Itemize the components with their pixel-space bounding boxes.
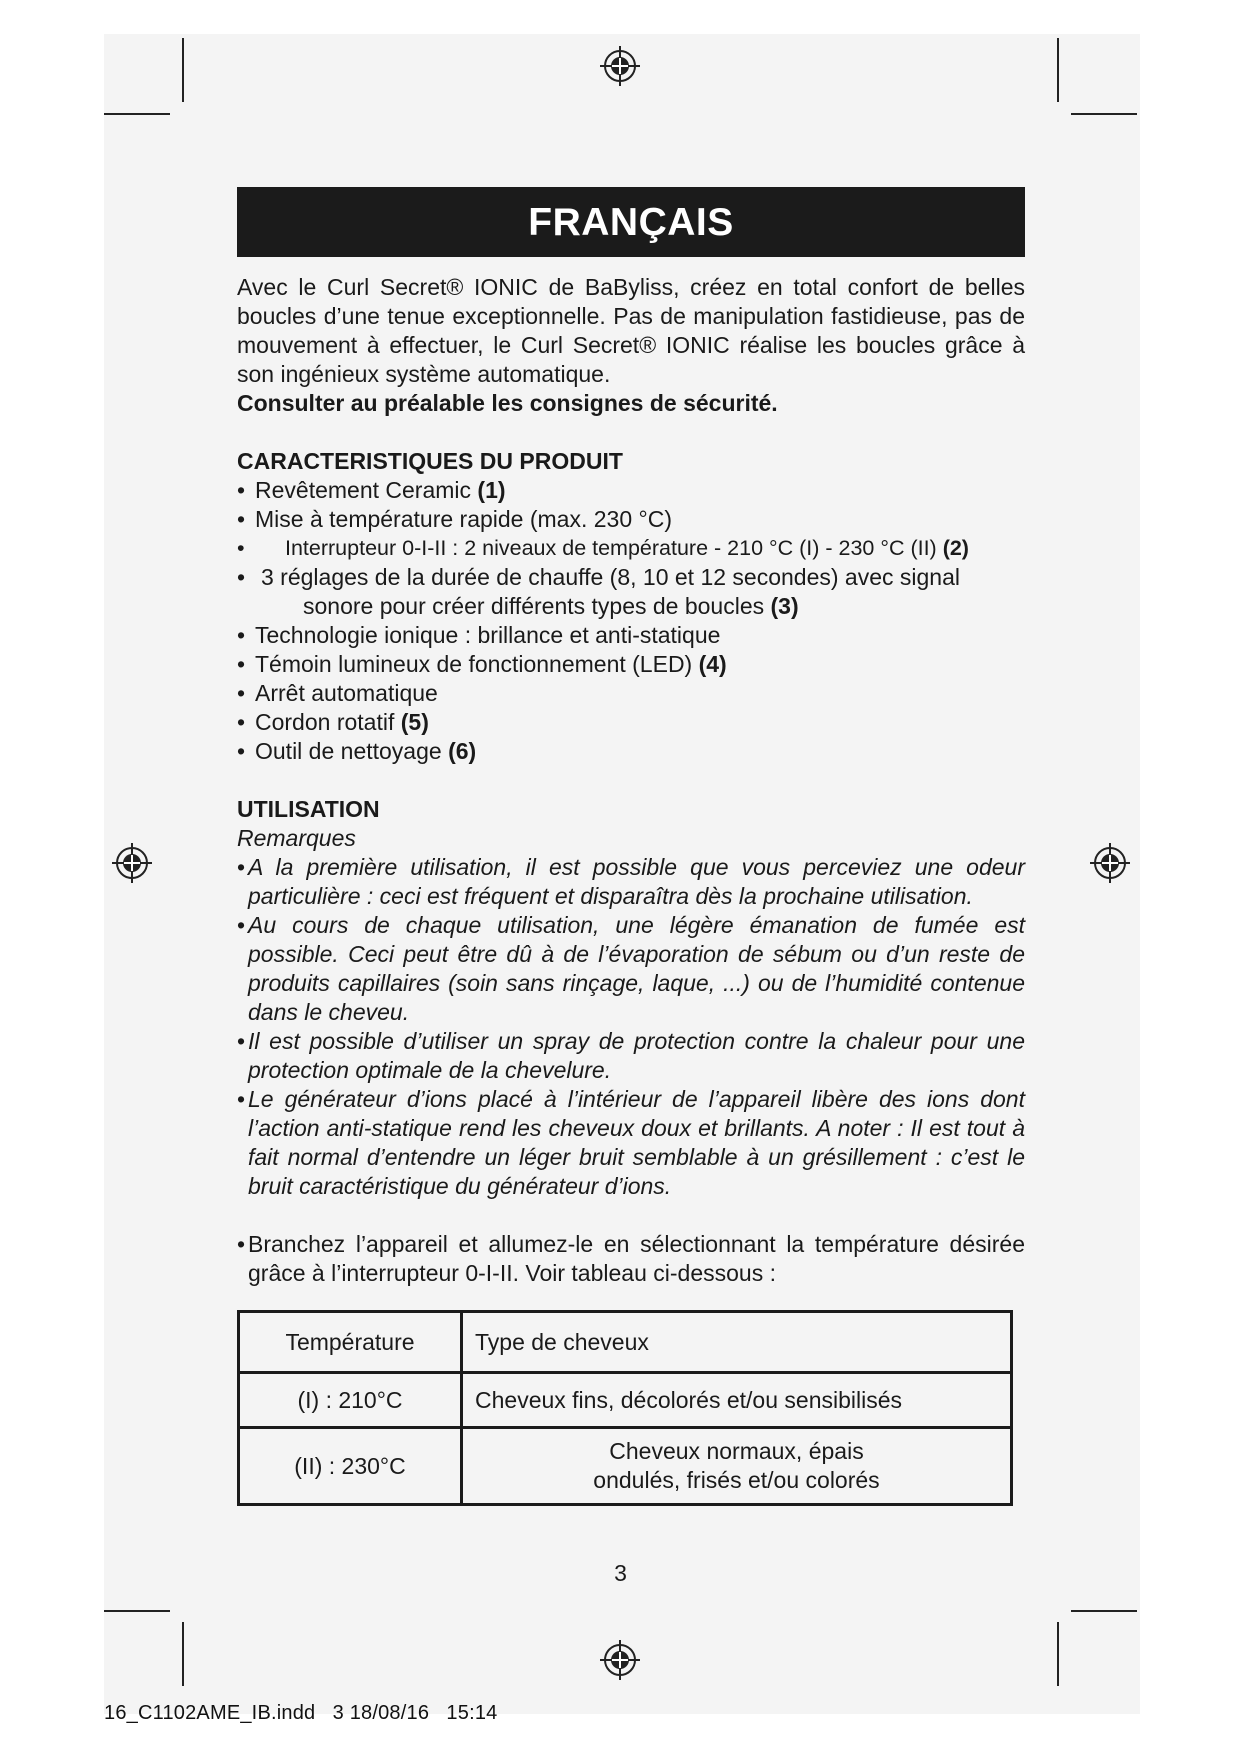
table-header-cell: Température [239,1312,462,1373]
list-item: • Le générateur d’ions placé à l’intérieur de l’appareil libère des ions dont l’action anti-statique rend les cheveux doux et brillants. A noter : Il est tout à fait normal d’entendre un léger bruit semblable à un grésillement : c’est le bruit caractéristique du générateur d’ions. [237,1085,1025,1201]
list-item: • Interrupteur 0-I-II : 2 niveaux de température - 210 °C (I) - 230 °C (II) (2) [237,534,1025,563]
list-item: • Arrêt automatique [237,679,1025,708]
remarks-list [237,853,1025,1201]
crop-mark-bottom-left-h [104,1610,170,1612]
list-item: • A la première utilisation, il est possible que vous perceviez une odeur particulière : ceci est fréquent et disparaîtra dès la prochaine utilisation. [237,853,1025,911]
registration-mark-top-icon [598,44,642,88]
crop-mark-bottom-right-h [1071,1610,1137,1612]
features-list [237,476,1025,766]
print-slug: 16_C1102AME_IB.indd 3 18/08/16 15:14 [104,1702,498,1724]
list-item: • Revêtement Ceramic (1) [237,476,1025,505]
list-item: • Au cours de chaque utilisation, une légère émanation de fumée est possible. Ceci peut être dû à de l’évaporation de sébum ou d’un reste de produits capillaires (soin sans rinçage, laque, ...) ou de l’humidité contenue dans le cheveu. [237,911,1025,1027]
table-header-cell: Type de cheveux [462,1312,1012,1373]
table-row [239,1373,1012,1428]
table-row [239,1428,1012,1505]
page-number: 3 [614,1560,627,1586]
page-title: FRANÇAIS [528,200,734,244]
registration-mark-bottom-icon [598,1638,642,1682]
registration-mark-right-icon [1088,841,1132,885]
table-cell: Cheveux normaux, épais ondulés, frisés et/ou colorés [462,1428,1012,1505]
table-cell: (I) : 210°C [239,1373,462,1428]
registration-mark-left-icon [110,841,154,885]
temperature-table [237,1310,1013,1506]
list-item: • Témoin lumineux de fonctionnement (LED) (4) [237,650,1025,679]
safety-note: Consulter au préalable les consignes de sécurité. [237,390,778,416]
crop-mark-top-right-v [1057,38,1059,102]
features-title: CARACTERISTIQUES DU PRODUIT [237,448,623,474]
table-cell: (II) : 230°C [239,1428,462,1505]
list-item: • 3 réglages de la durée de chauffe (8, 10 et 12 secondes) avec signal sonore pour créer différents types de boucles (3) [237,563,1025,621]
crop-mark-bottom-right-v [1057,1622,1059,1686]
crop-mark-top-left-h [104,113,170,115]
usage-title: UTILISATION [237,796,380,822]
crop-mark-bottom-left-v [182,1622,184,1686]
crop-mark-top-left-v [182,38,184,102]
list-item: • Technologie ionique : brillance et anti-statique [237,621,1025,650]
crop-mark-top-right-h [1071,113,1137,115]
table-cell: Cheveux fins, décolorés et/ou sensibilisés [462,1373,1012,1428]
table-row [239,1312,1012,1373]
usage-instruction: • Branchez l’appareil et allumez-le en sélectionnant la température désirée grâce à l’interrupteur 0-I-II. Voir tableau ci-dessous : [237,1230,1025,1288]
list-item: • Cordon rotatif (5) [237,708,1025,737]
page-content [237,187,1025,1506]
list-item: • Il est possible d’utiliser un spray de protection contre la chaleur pour une protection optimale de la chevelure. [237,1027,1025,1085]
remarks-title: Remarques [237,825,356,851]
list-item: • Outil de nettoyage (6) [237,737,1025,766]
list-item: • Mise à température rapide (max. 230 °C) [237,505,1025,534]
language-banner [237,187,1025,257]
intro-paragraph: Avec le Curl Secret® IONIC de BaByliss, créez en total confort de belles boucles d’une tenue exceptionnelle. Pas de manipulation fastidieuse, pas de mouvement à effectuer, le Curl Secret® IONIC réalise les boucles grâce à son ingénieux système automatique. Consulter au préalable les consignes de sécurité. [237,274,1025,416]
